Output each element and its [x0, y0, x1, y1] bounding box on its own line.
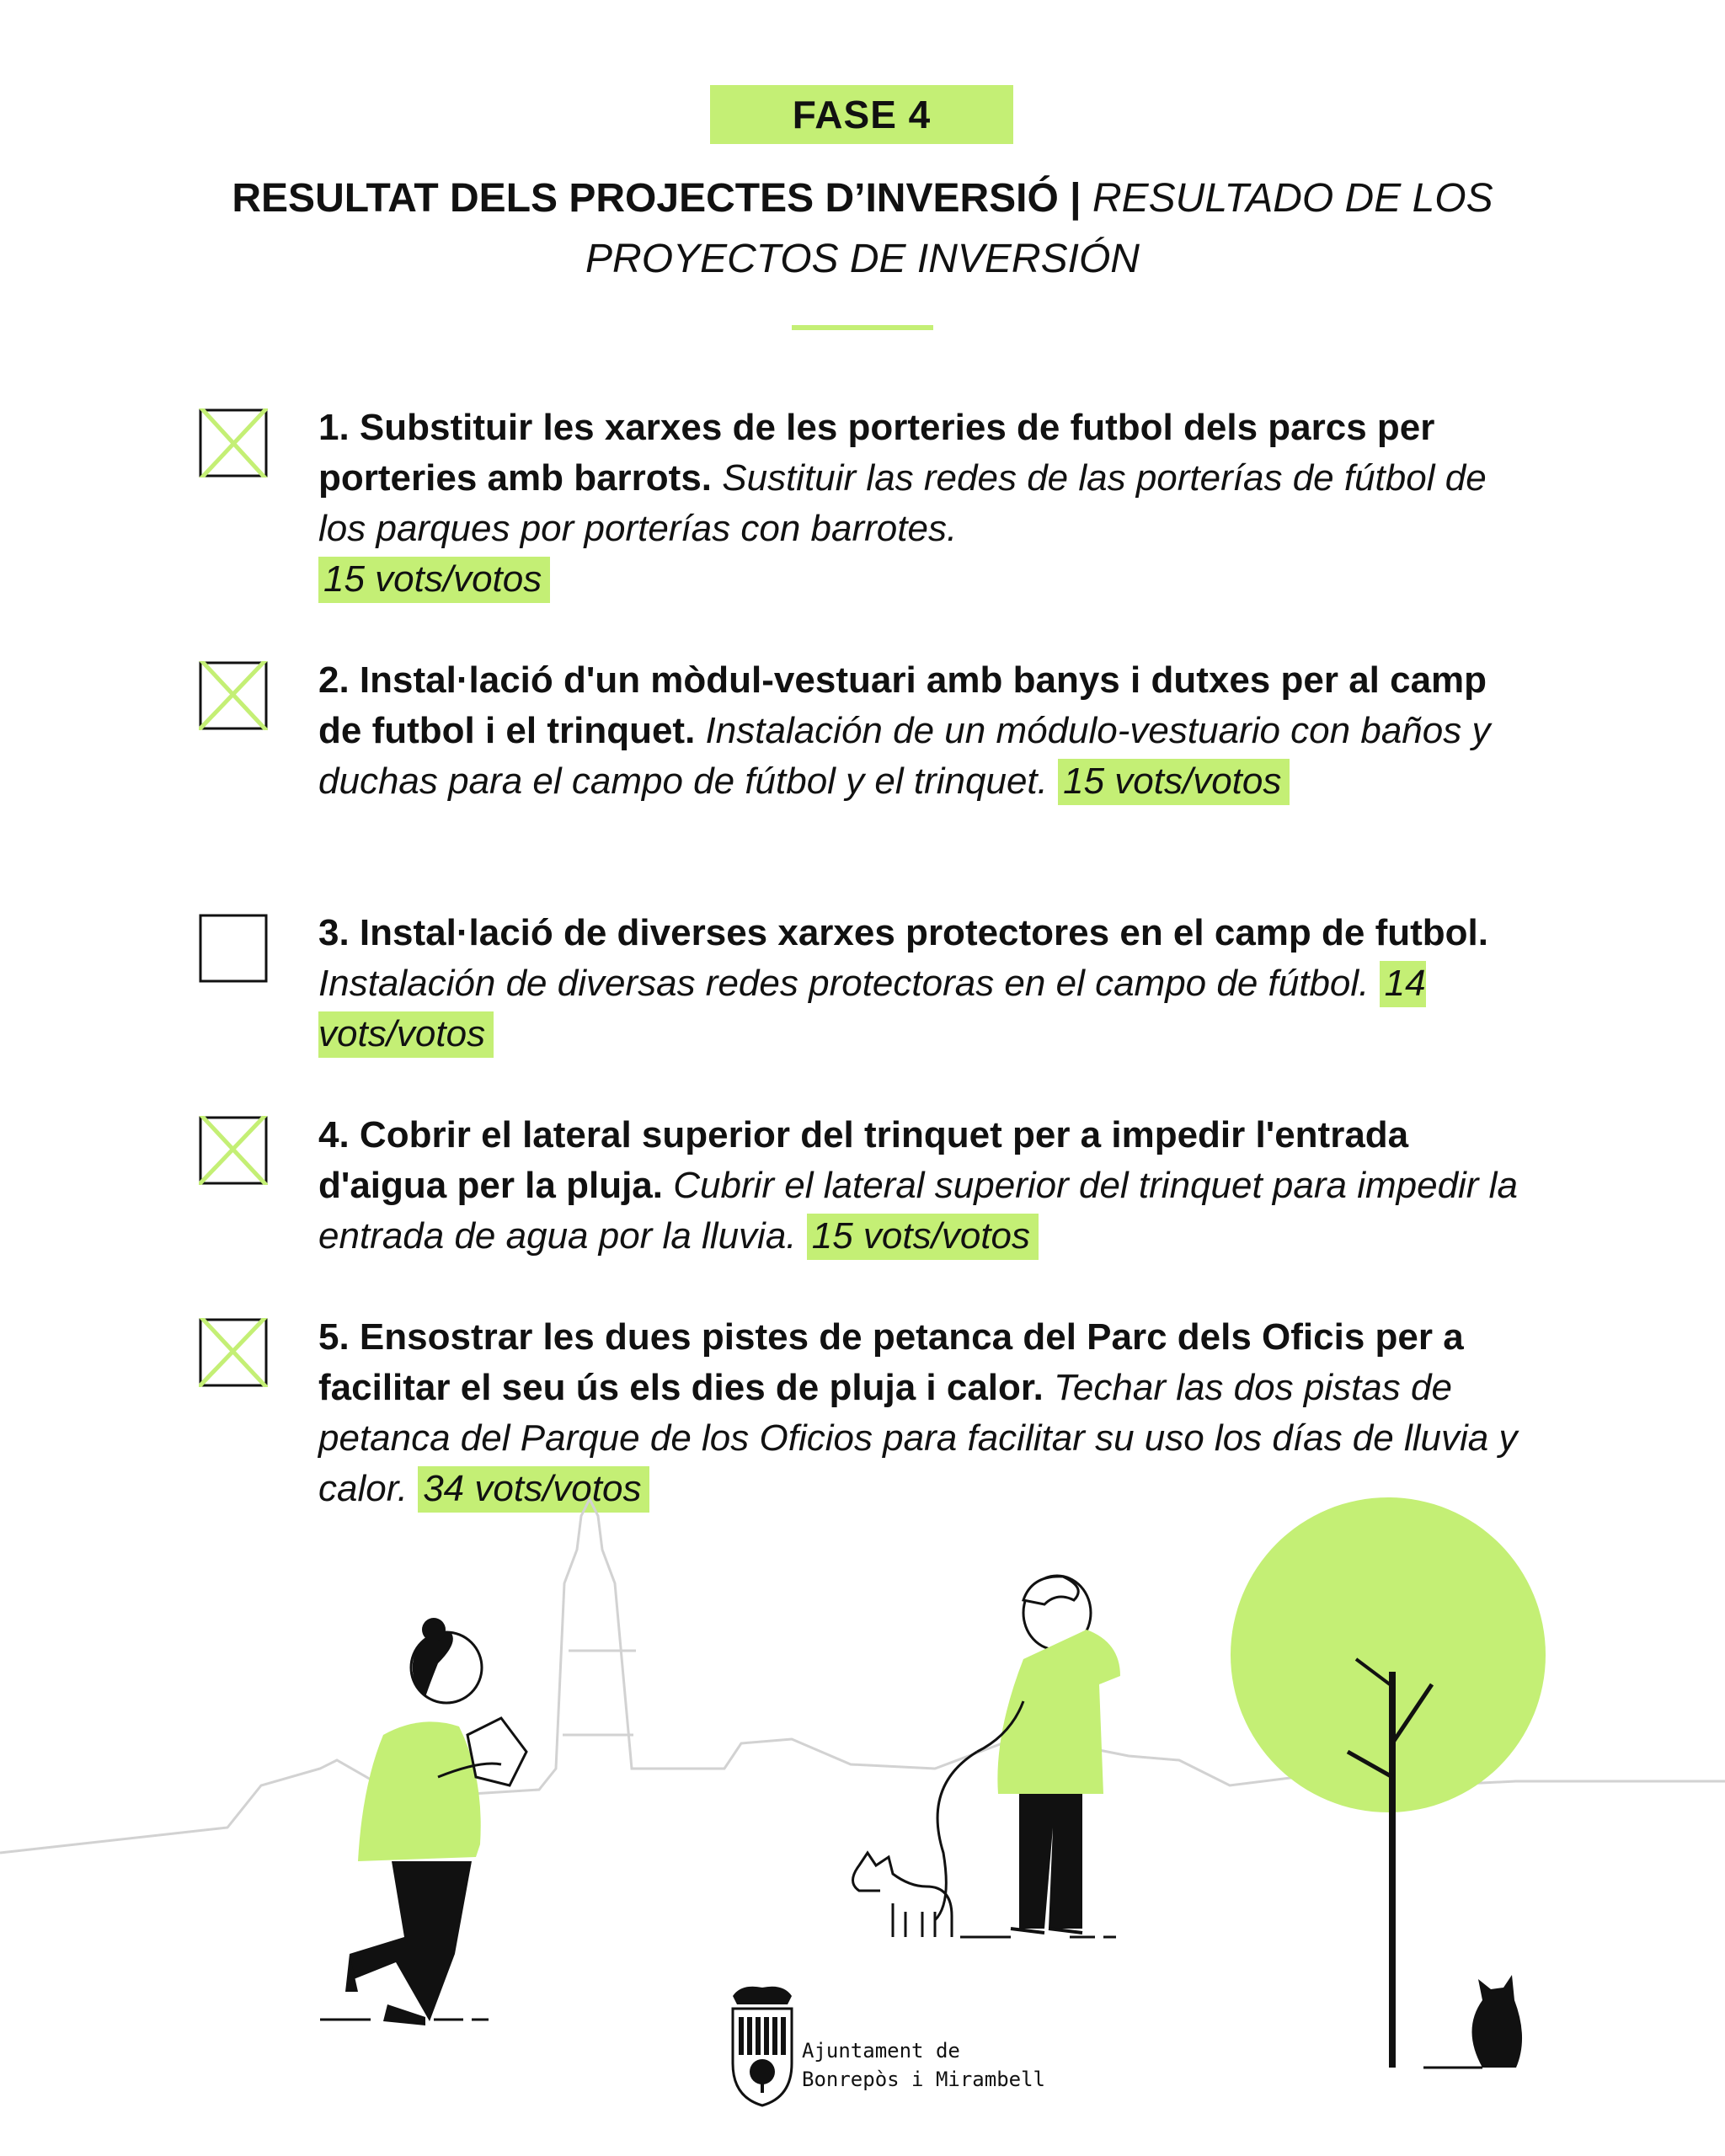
project-text-catalan: 5. Ensostrar les dues pistes de petanca del Parc dels Oficis per a facilitar el seu ús els dies de pluja i calor.	[318, 1316, 1464, 1408]
org-name-line-1: Ajuntament de	[802, 2039, 960, 2063]
title-spanish: RESULTADO DE LOS PROYECTOS DE INVERSIÓN	[585, 176, 1493, 281]
project-text-catalan: 1. Substituir les xarxes de les porteries de futbol dels parcs per porteries amb barrots.	[318, 407, 1435, 499]
votes-badge: 15 vots/votos	[318, 557, 550, 603]
checkbox-empty-icon	[199, 914, 268, 983]
votes-badge: 34 vots/votos	[418, 1466, 649, 1513]
page-title	[152, 168, 1573, 290]
title-divider	[792, 325, 933, 330]
checkbox-checked-icon	[199, 408, 268, 478]
project-text-spanish: Instalación de diversas redes protectoras en el campo de fútbol.	[318, 963, 1370, 1004]
project-text-catalan: 3. Instal·lació de diverses xarxes protectores en el camp de futbol.	[318, 912, 1488, 953]
project-text-spanish: Sustituir las redes de las porterías de fútbol de los parques por porterías con barrotes.	[318, 457, 1487, 549]
checkbox-checked-icon	[199, 1318, 268, 1387]
project-item-3	[318, 908, 1540, 1059]
checkbox-checked-icon	[199, 1116, 268, 1185]
project-item-1	[318, 403, 1540, 605]
municipal-coat-of-arms-icon	[720, 1983, 804, 2110]
org-name	[802, 2036, 1045, 2094]
project-item-2	[318, 655, 1540, 807]
votes-badge: 14 vots/votos	[318, 961, 1426, 1058]
title-catalan: RESULTAT DELS PROJECTES D’INVERSIÓ	[232, 176, 1059, 221]
title-separator: |	[1070, 176, 1081, 221]
cat-figure	[1423, 1975, 1522, 2068]
woman-reading-figure	[320, 1618, 526, 2025]
checkbox-checked-icon	[199, 661, 268, 730]
project-text-catalan: 4. Cobrir el lateral superior del trinquet per a impedir l'entrada d'aigua per la pluja.	[318, 1114, 1409, 1206]
project-text-spanish: Techar las dos pistas de petanca del Parque de los Oficios para facilitar su uso los días de lluvia y calor.	[318, 1367, 1518, 1509]
org-name-line-2: Bonrepòs i Mirambell	[802, 2068, 1045, 2091]
project-text-catalan: 2. Instal·lació d'un mòdul-vestuari amb banys i dutxes per al camp de futbol i el trinquet.	[318, 659, 1487, 751]
votes-badge: 15 vots/votos	[807, 1214, 1039, 1260]
votes-badge: 15 vots/votos	[1058, 759, 1290, 805]
phase-badge: FASE 4	[710, 85, 1013, 144]
project-text-spanish: Instalación de un módulo-vestuario con baños y duchas para el campo de fútbol y el trinquet.	[318, 710, 1491, 802]
project-item-4	[318, 1110, 1540, 1262]
project-text-spanish: Cubrir el lateral superior del trinquet para impedir la entrada de agua por la lluvia.	[318, 1165, 1518, 1257]
man-walking-dog-figure	[853, 1576, 1121, 1937]
